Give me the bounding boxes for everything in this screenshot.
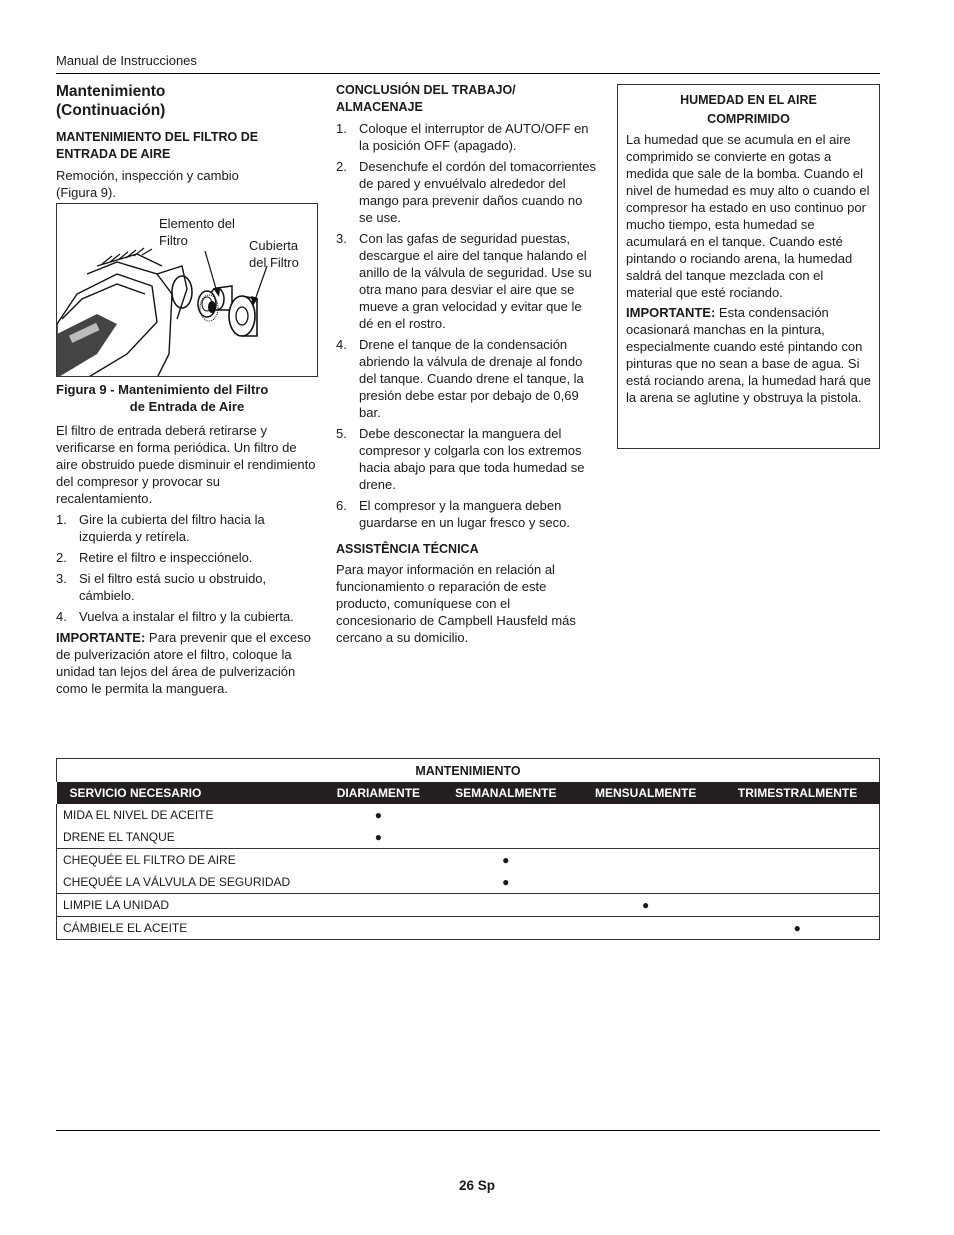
left-column bbox=[56, 82, 318, 201]
list-item: 2. Desenchufe el cordón del tomacorrientes de pared y envuélvalo alrededor del mango para prevenir daños cuando no se use. bbox=[336, 159, 597, 225]
maintenance-table-title: MANTENIMIENTO bbox=[57, 759, 880, 783]
section-title: Mantenimiento (Continuación) bbox=[56, 83, 166, 119]
label-filter-element: Elemento del Filtro bbox=[159, 216, 235, 248]
filter-heading: MANTENIMIENTO DEL FILTRO DE ENTRADA DE AIRE bbox=[56, 130, 259, 161]
moisture-heading: HUMEDAD EN EL AIRE COMPRIMIDO bbox=[680, 93, 817, 126]
header-weekly: SEMANALMENTE bbox=[436, 782, 576, 804]
table-row: MIDA EL NIVEL DE ACEITE ● bbox=[57, 804, 880, 826]
document-header: Manual de Instrucciones bbox=[56, 53, 197, 68]
storage-heading: CONCLUSIÓN DEL TRABAJO/ ALMACENAJE bbox=[336, 83, 516, 114]
filter-important-note: IMPORTANTE: Para prevenir que el exceso de pulverización atore el filtro, coloque la unidad tan lejos del área de pulverización como le permita la manguera. bbox=[56, 630, 311, 696]
dot-weekly: ● bbox=[436, 849, 576, 872]
footer-rule bbox=[56, 1130, 880, 1131]
dot-monthly: ● bbox=[576, 894, 716, 917]
table-header-row bbox=[57, 782, 880, 804]
table-row: LIMPIE LA UNIDAD ● bbox=[57, 894, 880, 917]
header-daily: DIARIAMENTE bbox=[321, 782, 436, 804]
list-item: 6. El compresor y la manguera deben guardarse en un lugar fresco y seco. bbox=[336, 498, 571, 530]
moisture-info-box bbox=[617, 84, 880, 449]
list-item: 3. Si el filtro está sucio u obstruido, cámbielo. bbox=[56, 571, 267, 603]
filter-steps-list bbox=[56, 511, 316, 625]
list-item: 4. Drene el tanque de la condensación abriendo la válvula de drenaje al fondo del tanque. Cuando drene el tanque, la presión debe estar por debajo de 0,69 bar. bbox=[336, 337, 584, 420]
header-monthly: MENSUALMENTE bbox=[576, 782, 716, 804]
header-service: SERVICIO NECESARIO bbox=[57, 782, 321, 804]
list-item: 4. Vuelva a instalar el filtro y la cubierta. bbox=[56, 609, 294, 624]
moisture-text: La humedad que se acumula en el aire comprimido se convierte en gotas a medida que sale de la bomba. Cuando el nivel de humedad es muy alto o cuando el compresor ha estado en uso continuo por mucho tiempo, esta humedad se acumulará en el tanque. Cuando esté pintando o rociando arena, la humedad saldrá del tanque mezclada con el material que esté rociando. bbox=[626, 132, 870, 300]
filter-intro: Remoción, inspección y cambio (Figura 9). bbox=[56, 168, 239, 200]
label-filter-cover: Cubierta del Filtro bbox=[249, 238, 299, 270]
list-item: 1. Coloque el interruptor de AUTO/OFF en la posición OFF (apagado). bbox=[336, 121, 589, 153]
figure-9-caption: Figura 9 - Mantenimiento del Filtro de Entrada de Aire bbox=[56, 382, 269, 414]
list-item: 3. Con las gafas de seguridad puestas, descargue el aire del tanque halando el anillo de la válvula de seguridad. Use su otra mano para desviar el aire que se mueve a gran velocidad y evitar que le dé en el rostro. bbox=[336, 231, 592, 331]
dot-weekly: ● bbox=[502, 875, 510, 889]
moisture-important-note: IMPORTANTE: Esta condensación ocasionará manchas en la pintura, especialmente cuando esté pintando con pinturas que no sean a base de agua. Si está rociando arena, la humedad hará que la arena se aglutine y obstruya la pistola. bbox=[626, 305, 872, 405]
table-row: CÁMBIELE EL ACEITE ● bbox=[57, 917, 880, 940]
page-number: 26 Sp bbox=[458, 1178, 496, 1193]
table-row: CHEQUÉE EL FILTRO DE AIRE ● bbox=[57, 849, 880, 872]
filter-body-text: El filtro de entrada deberá retirarse y verificarse en forma periódica. Un filtro de aire obstruido puede disminuir el rendimiento del compresor y provocar su recalentamiento. bbox=[56, 423, 316, 506]
header-rule bbox=[56, 73, 880, 74]
list-item: 2. Retire el filtro e inspecciónelo. bbox=[56, 550, 253, 565]
maintenance-table bbox=[56, 758, 880, 940]
left-column-body bbox=[56, 422, 316, 697]
assistance-text: Para mayor información en relación al funcionamiento o reparación de este producto, comuníquese con el concesionario de Campbell Hausfeld más cercano a su domicilio. bbox=[336, 562, 576, 645]
table-row: CHEQUÉE LA VÁLVULA DE SEGURIDAD ● bbox=[57, 871, 880, 894]
dot-quarterly: ● bbox=[716, 917, 880, 940]
dot-daily: ● bbox=[374, 808, 383, 822]
assistance-heading: ASSISTÊNCIA TÉCNICA bbox=[336, 542, 479, 556]
storage-steps-list bbox=[336, 120, 598, 531]
table-row: DRENE EL TANQUE ● bbox=[57, 826, 880, 849]
list-item: 1. Gire la cubierta del filtro hacia la izquierda y retírela. bbox=[56, 512, 265, 544]
dot-daily: ● bbox=[374, 830, 383, 844]
header-quarterly: TRIMESTRALMENTE bbox=[716, 782, 880, 804]
middle-column bbox=[336, 82, 598, 646]
list-item: 5. Debe desconectar la manguera del compresor y colgarla con los extremos hacia abajo para que toda humedad se drene. bbox=[336, 426, 585, 492]
